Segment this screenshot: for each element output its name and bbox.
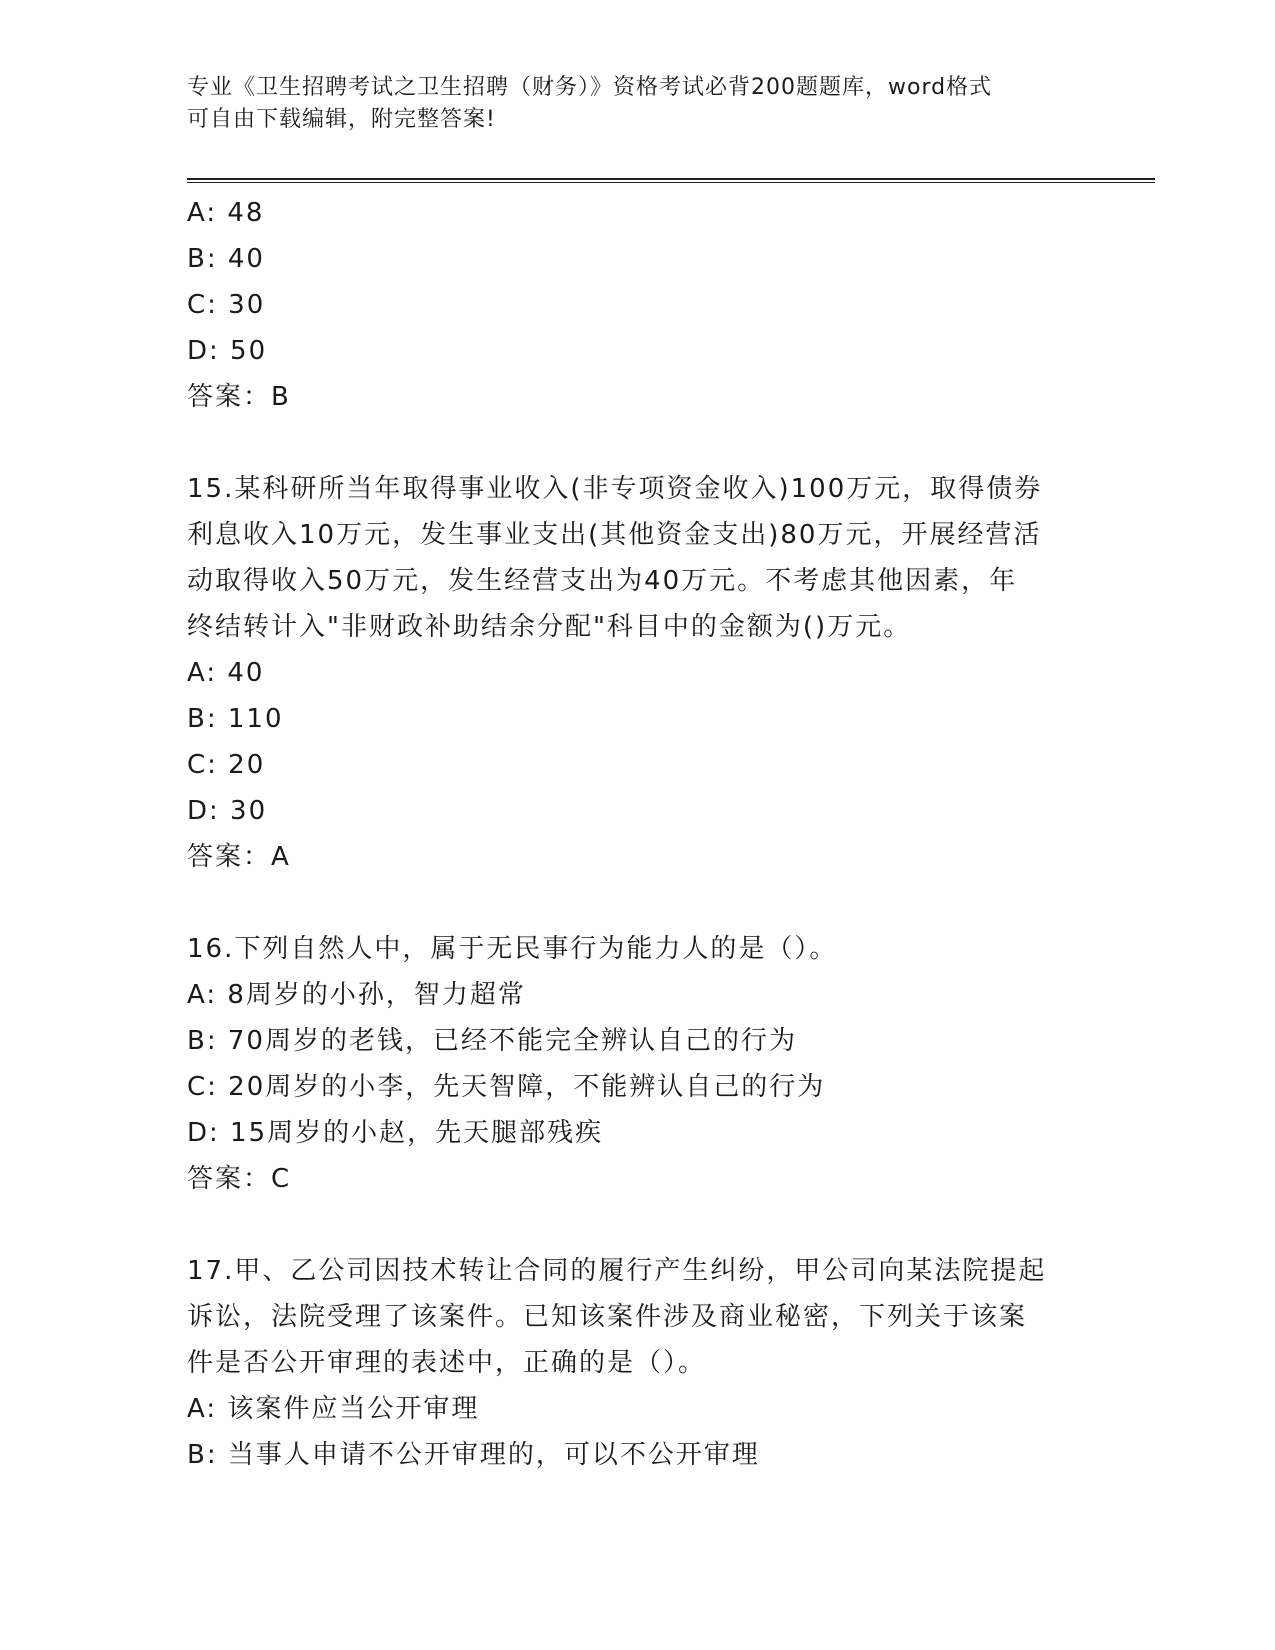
answer: 答案：C	[187, 1164, 292, 1194]
option-c: C: 20周岁的小李，先天智障，不能辨认自己的行为	[187, 1072, 826, 1102]
option-a: A: 该案件应当公开审理	[187, 1394, 480, 1424]
option-d: D: 50	[187, 336, 268, 366]
header-line-1: 专业《卫生招聘考试之卫生招聘（财务）》资格考试必背200题题库，word格式	[187, 75, 993, 100]
question-16	[187, 926, 1107, 1202]
question-17	[187, 1248, 1107, 1478]
question-text-line: 件是否公开审理的表述中，正确的是（）。	[187, 1348, 707, 1378]
question-content	[187, 190, 1107, 1478]
question-text-line: 动取得收入50万元，发生经营支出为40万元。不考虑其他因素，年	[187, 566, 1018, 596]
option-b: B: 110	[187, 704, 284, 734]
question-text-line: 诉讼，法院受理了该案件。已知该案件涉及商业秘密，下列关于该案	[187, 1302, 1028, 1332]
question-text-line: 15.某科研所当年取得事业收入(非专项资金收入)100万元，取得债券	[187, 474, 1043, 504]
option-a: A: 48	[187, 198, 265, 228]
option-c: C: 30	[187, 290, 266, 320]
header-divider-thin	[187, 182, 1155, 183]
question-text-line: 利息收入10万元，发生事业支出(其他资金支出)80万元，开展经营活	[187, 520, 1042, 550]
option-b: B: 70周岁的老钱，已经不能完全辨认自己的行为	[187, 1026, 797, 1056]
option-a: A: 40	[187, 658, 265, 688]
option-b: B: 当事人申请不公开审理的，可以不公开审理	[187, 1440, 760, 1470]
option-c: C: 20	[187, 750, 266, 780]
answer: 答案：B	[187, 382, 291, 412]
question-14	[187, 190, 1107, 420]
question-text-line: 终结转计入"非财政补助结余分配"科目中的金额为()万元。	[187, 612, 912, 642]
option-d: D: 30	[187, 796, 268, 826]
header-line-2: 可自由下载编辑，附完整答案!	[187, 107, 496, 132]
option-d: D: 15周岁的小赵，先天腿部残疾	[187, 1118, 604, 1148]
header-divider-thick	[187, 178, 1155, 180]
document-header	[187, 72, 1087, 136]
answer: 答案：A	[187, 842, 291, 872]
option-b: B: 40	[187, 244, 265, 274]
question-15	[187, 466, 1107, 880]
question-text-line: 16.下列自然人中，属于无民事行为能力人的是（）。	[187, 934, 838, 964]
question-text-line: 17.甲、乙公司因技术转让合同的履行产生纠纷，甲公司向某法院提起	[187, 1256, 1047, 1286]
option-a: A: 8周岁的小孙，智力超常	[187, 980, 526, 1010]
